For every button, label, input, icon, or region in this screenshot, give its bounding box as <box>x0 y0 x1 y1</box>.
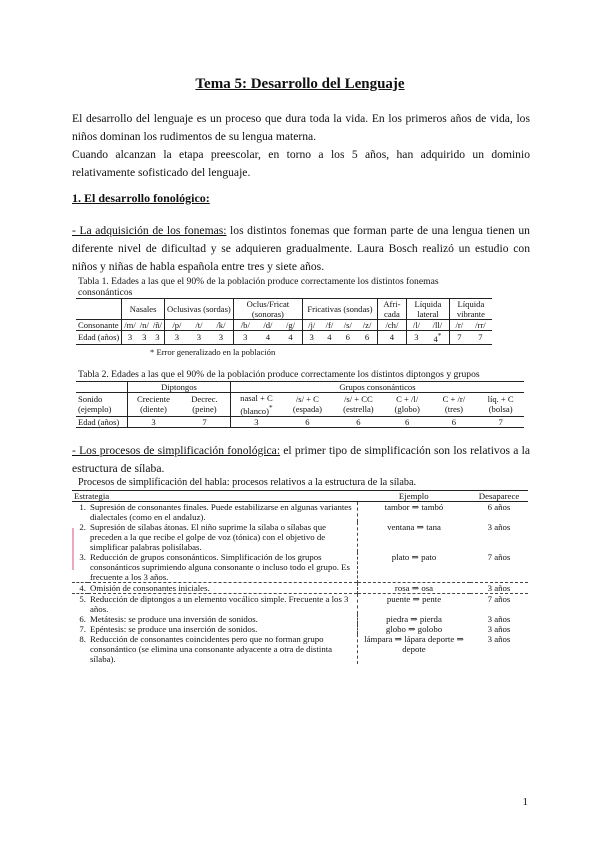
table2-cell: 3 <box>151 416 156 427</box>
table2-cell: 3 <box>254 416 259 427</box>
table2-cell: 6 <box>356 416 361 427</box>
table1-cell: 7 <box>457 332 462 343</box>
table2-group: Diptongos <box>127 382 230 393</box>
highlight-mark <box>72 528 74 570</box>
row-number: 4. <box>72 583 88 594</box>
table2-cell: líq. + C (bolsa) <box>487 394 514 415</box>
table1-cell: 3 <box>414 332 419 343</box>
row-strategy: Supresión de consonantes finales. Puede estabilizarse en algunas variantes dialectales (como en el andaluz). <box>90 502 352 522</box>
table1-cell: 3 <box>151 331 165 345</box>
table1-cell: /d/ <box>263 320 273 330</box>
table1-cell-value: 4 <box>433 333 438 344</box>
table1-cell: 3 <box>142 332 147 343</box>
table1-cell: 3 <box>174 332 180 343</box>
table1 <box>76 298 492 345</box>
row-number: 6. <box>79 614 86 624</box>
row-number: 2. <box>79 522 86 532</box>
table2-cell: /s/ + C (espada) <box>292 394 322 415</box>
table1-cell: /z/ <box>357 320 377 331</box>
table1-cell: /r/ <box>455 320 464 330</box>
table3-row <box>72 614 528 624</box>
table1-cell: /n/ <box>139 320 149 330</box>
row-example: tambor ⇒ tambó <box>358 502 471 523</box>
page-title: Tema 5: Desarrollo del Lenguaje <box>195 76 405 92</box>
table1-cell: /t/ <box>195 320 203 330</box>
phonemes-text: los distintos fonemas que forman parte de una lengua tienen un diferente nivel de dificultad y se adquieren gradualmente. Laura Bosch realizó un estudio con niños y niñas de habla española entre tres y siete años. <box>72 224 530 273</box>
row-example: puente ⇒ pente <box>358 594 471 615</box>
table3-header: Desaparece <box>470 491 528 502</box>
simplification-paragraph <box>72 442 530 478</box>
table1-cell: /s/ <box>343 320 352 330</box>
table2-cell: C + /l/ (globo) <box>394 394 420 415</box>
row-number: 5. <box>72 594 88 615</box>
row-example: piedra ⇒ pierda <box>358 614 471 624</box>
table1-row-label: Consonante <box>76 320 122 331</box>
table1-cell: /f/ <box>325 320 334 330</box>
table2-cell: Creciente (diente) <box>137 394 170 415</box>
table1-cell <box>426 331 450 345</box>
table1-group: Oclusivas (sordas) <box>164 299 233 320</box>
row-strategy: Metátesis: se produce una inversión de sonidos. <box>90 614 258 624</box>
table3-row <box>72 634 528 664</box>
table1-asterisk: * <box>437 332 442 340</box>
row-age: 7 años <box>487 552 511 562</box>
table3-row <box>72 624 528 634</box>
row-strategy: Supresión de sílabas átonas. El niño suprime la sílaba o sílabas que preceden a la que recibe el golpe de voz (tónica) con el objetivo de simplificar palabras polisílabas. <box>90 522 327 552</box>
table2-cell: 6 <box>305 416 310 427</box>
table1-cell: 4 <box>265 332 271 343</box>
table1-cell: /ñ/ <box>151 320 165 331</box>
page-number: 1 <box>522 796 528 808</box>
table2-cell: Decrec. (peine) <box>179 393 230 417</box>
table1-group: Oclus/Fricat (sonoras) <box>233 299 302 320</box>
table3-row <box>72 594 528 615</box>
row-number: 7. <box>79 624 86 634</box>
table1-cell: 4 <box>279 331 302 345</box>
table3-row <box>72 522 528 552</box>
phonemes-label: - La adquisición de los fonemas: <box>72 224 227 237</box>
table2-cell-value: nasal + C (blanco) <box>240 393 273 416</box>
row-age: 3 años <box>487 522 511 532</box>
table1-group: Nasales <box>122 299 165 320</box>
row-example: ventana ⇒ tana <box>358 522 471 552</box>
row-example: lámpara ⇒ lápara deporte ⇒ depote <box>358 634 471 664</box>
table1-cell: /ll/ <box>426 320 450 331</box>
row-age: 3 años <box>487 624 511 634</box>
table1-row-label: Edad (años) <box>76 331 122 345</box>
table3-row <box>72 552 528 583</box>
table1-cell: 6 <box>357 331 377 345</box>
table1-cell: 4 <box>377 331 406 345</box>
table1-cell: /j/ <box>308 320 316 330</box>
table2-row-label: Edad (años) <box>76 416 127 427</box>
table2-cell: 6 <box>451 416 457 427</box>
row-number: 3. <box>79 552 86 562</box>
row-example: globo ⇒ golobo <box>358 624 471 634</box>
row-strategy: Reducción de consonantes coincidentes pero que no forman grupo consonántico (se elimina una consonante adyacente a otra de distinta sílaba). <box>90 634 333 664</box>
table1-cell: 7 <box>478 332 483 343</box>
table2-cell: 7 <box>179 416 230 427</box>
row-strategy: Reducción de grupos consonánticos. Simplificación de los grupos consonánticos suprimiendo alguna consonante o incluso todo el grupo. Es frecuente a los 3 años. <box>90 552 350 582</box>
intro-paragraph-2: Cuando alcanzan la etapa preescolar, en torno a los 5 años, han adquirido un dominio relativamente sofisticado del lenguaje. <box>72 148 530 179</box>
row-age: 7 años <box>470 594 528 615</box>
table3-row <box>72 583 528 594</box>
row-age: 3 años <box>470 583 528 594</box>
table2-row-label: Sonido (ejemplo) <box>76 393 127 417</box>
table1-group: Líquida vibrante <box>456 299 485 319</box>
table1-cell: /l/ <box>412 320 420 330</box>
table2-cell: 7 <box>498 416 503 427</box>
table2-cell: /s/ + CC (estrella) <box>343 394 374 415</box>
table1-cell: 3 <box>243 332 248 343</box>
phonemes-paragraph <box>72 222 530 276</box>
table2-asterisk: * <box>268 404 273 412</box>
table1-cell: 3 <box>196 332 202 343</box>
table2-caption: Tabla 2. Edades a las que el 90% de la población produce correctamente los distintos diptongos y grupos <box>78 369 480 380</box>
table1-cell: /k/ <box>209 320 233 331</box>
table1-cell: /p/ <box>172 320 182 330</box>
section-heading: 1. El desarrollo fonológico: <box>72 191 210 205</box>
table2-cell <box>230 393 281 417</box>
table1-caption: Tabla 1. Edades a las que el 90% de la población produce correctamente los distintos fonemas consonánticos <box>78 276 439 298</box>
table1-cell: /m/ <box>124 320 136 330</box>
table1-cell: 6 <box>345 332 350 343</box>
row-number: 1. <box>79 502 86 512</box>
table1-cell: 3 <box>309 332 314 343</box>
row-age: 3 años <box>487 634 511 644</box>
row-strategy: Omisión de consonantes iniciales. <box>88 583 358 594</box>
table3-row <box>72 502 528 523</box>
table1-group: Fricativas (sondas) <box>302 299 377 320</box>
table1-cell: 3 <box>209 331 233 345</box>
table1-cell: /ch/ <box>377 320 406 331</box>
row-strategy: Epéntesis: se produce una inserción de sonidos. <box>90 624 258 634</box>
table3 <box>72 490 528 664</box>
row-age: 6 años <box>487 502 511 512</box>
table1-group: Líquida lateral <box>406 299 449 320</box>
table1-footnote: * Error generalizado en la población <box>150 347 276 357</box>
table1-group: Afri-cada <box>377 299 406 320</box>
table1-cell: /rr/ <box>475 320 486 330</box>
table1-cell: /b/ <box>240 320 250 330</box>
table2-group: Grupos consonánticos <box>339 382 416 392</box>
row-example: plato ⇒ pato <box>358 552 471 583</box>
table3-header: Ejemplo <box>358 491 471 502</box>
simplification-text: el primer tipo de simplificación son los relativos a la estructura de sílaba. <box>72 444 530 475</box>
simplification-label: - Los procesos de simplificación fonológica: <box>72 444 281 457</box>
table3-caption: Procesos de simplificación del habla: procesos relativos a la estructura de la sílaba. <box>78 477 417 488</box>
table1-cell: 4 <box>327 332 332 343</box>
table2-cell: 6 <box>405 416 410 427</box>
row-number: 8. <box>79 634 86 644</box>
row-example: rosa ⇒ osa <box>358 583 471 594</box>
intro-paragraph-1: El desarrollo del lenguaje es un proceso que dura toda la vida. En los primeros años de vida, los niños dominan los rudimentos de su lengua materna. <box>72 112 530 143</box>
table1-cell: 3 <box>127 332 133 343</box>
row-strategy: Reducción de diptongos a un elemento vocálico simple. Frecuente a los 3 años. <box>88 594 358 615</box>
table2 <box>76 381 524 428</box>
table1-cell: /g/ <box>279 320 302 331</box>
table3-header: Estrategia <box>72 491 358 502</box>
row-age: 3 años <box>487 614 511 624</box>
table2-cell: C + /r/ (tres) <box>442 394 466 415</box>
